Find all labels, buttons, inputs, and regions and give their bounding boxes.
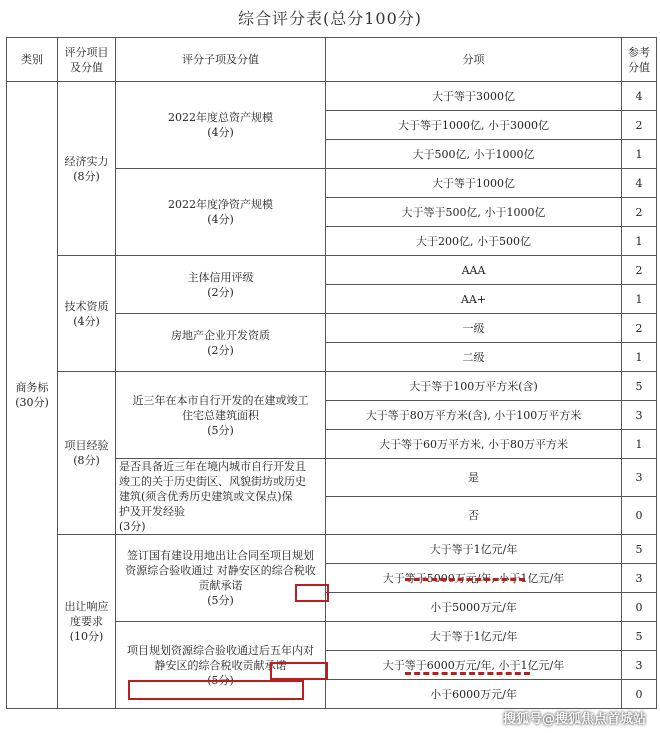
detail-cell: 大于等于1亿元/年 (326, 535, 622, 564)
highlight-box-tax1 (295, 584, 329, 602)
detail-cell: 大于等于60万平方米, 小于80万平方米 (326, 430, 622, 459)
detail-cell: 小于5000万元/年 (326, 593, 622, 622)
header-detail: 分项 (326, 38, 622, 82)
score-cell: 2 (622, 256, 657, 285)
score-table (6, 37, 657, 709)
score-cell: 1 (622, 343, 657, 372)
score-cell: 1 (622, 140, 657, 169)
detail-cell: 大于200亿, 小于500亿 (326, 227, 622, 256)
item-cell-project: 项目经验 (8分) (58, 372, 116, 535)
detail-cell: 大于等于1亿元/年 (326, 622, 622, 651)
score-cell: 3 (622, 401, 657, 430)
score-cell: 2 (622, 314, 657, 343)
detail-cell: 是 (326, 459, 622, 497)
score-cell: 4 (622, 82, 657, 111)
item-cell-econ: 经济实力 (8分) (58, 82, 116, 256)
table-row (7, 256, 657, 285)
sub-cell-net-assets: 2022年度净资产规模 (4分) (116, 169, 326, 256)
score-cell: 3 (622, 459, 657, 497)
score-cell: 4 (622, 169, 657, 198)
detail-cell: 大于等于500亿, 小于1000亿 (326, 198, 622, 227)
detail-cell: AA+ (326, 285, 622, 314)
detail-cell: 否 (326, 497, 622, 535)
category-cell: 商务标 (30分) (7, 82, 58, 709)
header-sub: 评分子项及分值 (116, 38, 326, 82)
detail-cell: 大于500亿, 小于1000亿 (326, 140, 622, 169)
detail-cell: 大于等于3000亿 (326, 82, 622, 111)
highlight-box-tax2-b (128, 680, 304, 700)
highlight-box-tax2-a (270, 662, 328, 680)
detail-cell: 二级 (326, 343, 622, 372)
score-cell: 3 (622, 564, 657, 593)
watermark (503, 708, 646, 727)
score-cell: 0 (622, 593, 657, 622)
sub-cell-qualification: 房地产企业开发资质 (2分) (116, 314, 326, 372)
header-category: 类别 (7, 38, 58, 82)
sub-cell-area: 近三年在本市自行开发的在建或竣工 住宅总建筑面积 (5分) (116, 372, 326, 459)
sub-cell-tax1: 签订国有建设用地出让合同至项目规划 资源综合验收通过 对静安区的综合税收 贡献承诺 (5分) (116, 535, 326, 622)
score-cell: 1 (622, 430, 657, 459)
sub-cell-credit: 主体信用评级 (2分) (116, 256, 326, 314)
score-cell: 0 (622, 497, 657, 535)
score-cell: 1 (622, 285, 657, 314)
detail-cell: 小于6000万元/年 (326, 680, 622, 709)
table-row (7, 82, 657, 111)
detail-cell: 大于等于6000万元/年, 小于1亿元/年 (326, 651, 622, 680)
detail-cell: AAA (326, 256, 622, 285)
detail-cell: 大于等于1000亿, 小于3000亿 (326, 111, 622, 140)
detail-cell: 大于等于5000万元/年, 小于1亿元/年 (326, 564, 622, 593)
sub-cell-historic: 是否具备近三年在境内城市自行开发且 竣工的关于历史街区、风貌街坊或历史 建筑(须含优秀历史建筑或文保点)保 护及开发经验 (3分) (116, 459, 326, 535)
detail-cell: 大于等于80万平方米(含), 小于100万平方米 (326, 401, 622, 430)
sub-cell-tax2: 项目规划资源综合验收通过后五年内对 静安区的综合税收贡献承诺 (5分) (116, 622, 326, 709)
header-ref: 参考 分值 (622, 38, 657, 82)
header-item: 评分项目 及分值 (58, 38, 116, 82)
score-cell: 5 (622, 535, 657, 564)
detail-cell: 一级 (326, 314, 622, 343)
score-cell: 0 (622, 680, 657, 709)
item-cell-tech: 技术资质 (4分) (58, 256, 116, 372)
table-row (7, 372, 657, 401)
table-row (7, 535, 657, 564)
detail-cell: 大于等于100万平方米(含) (326, 372, 622, 401)
detail-cell: 大于等于1000亿 (326, 169, 622, 198)
watermark-text: 搜狐号@搜狐焦点首城站 (502, 712, 646, 727)
page-title: 综合评分表(总分100分) (237, 9, 423, 28)
score-cell: 5 (622, 372, 657, 401)
highlight-underline-tax1 (405, 578, 525, 581)
score-cell: 3 (622, 651, 657, 680)
score-cell: 1 (622, 227, 657, 256)
highlight-underline-tax2 (405, 672, 530, 675)
score-cell: 2 (622, 198, 657, 227)
table-header-row (7, 38, 657, 82)
score-cell: 5 (622, 622, 657, 651)
sub-cell-total-assets: 2022年度总资产规模 (4分) (116, 82, 326, 169)
item-cell-output: 出让响应 度要求 (10分) (58, 535, 116, 709)
score-cell: 2 (622, 111, 657, 140)
